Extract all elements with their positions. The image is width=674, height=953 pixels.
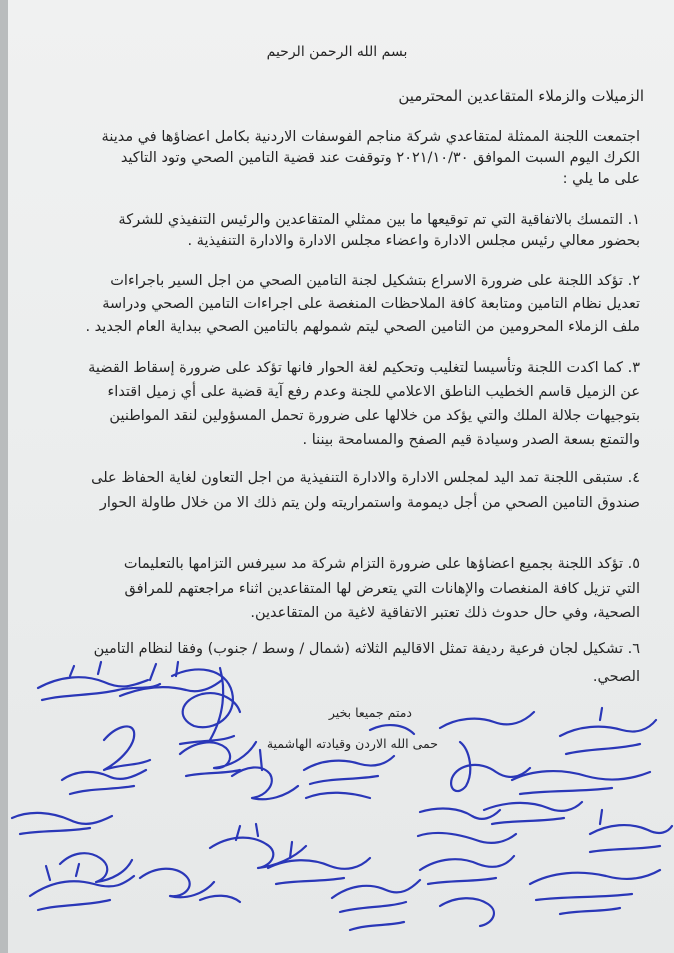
point-3-line-3: بتوجيهات جلالة الملك والتي يؤكد من خلالها على ضرورة تحمل المسؤولين لنقد المواطنين <box>109 408 640 424</box>
signature-left-1 <box>104 726 150 770</box>
point-3-line-4: والتمتع بسعة الصدر وسيادة قيم الصفح والمسامحة بيننا . <box>302 432 640 448</box>
signature-qasem-alkhatib <box>440 712 534 791</box>
closing-greeting: دمتم جميعا بخير <box>328 705 412 720</box>
signature-yaman <box>268 842 370 884</box>
point-5-line-1: ٥. تؤكد اللجنة بجميع اعضاؤها على ضرورة التزام شركة مد سيرفس التزامها بالتعليمات <box>123 556 640 572</box>
point-6-line-1: ٦. تشكيل لجان فرعية رديفة تمثل الاقاليم الثلاثه (شمال / وسط / جنوب) وفقا لنظام التامين <box>93 641 640 657</box>
signature-left-4 <box>60 853 132 882</box>
signature-kamel-ibrahim <box>30 864 134 910</box>
point-3-line-2: عن الزميل قاسم الخطيب الناطق الاعلامي للجنة وعدم رفع آية قضية على أي زميل اقتداء <box>107 384 640 400</box>
intro-line-2: الكرك اليوم السبت الموافق ٢٠٢١/١٠/٣٠ وتوقفت عند قضية التامين الصحي وتود التاكيد <box>120 150 640 166</box>
signature-left-3 <box>12 813 112 834</box>
signature-issam <box>484 802 582 824</box>
signature-suleiman <box>420 856 514 926</box>
point-6-line-2: الصحي. <box>592 669 640 685</box>
scan-edge-shadow <box>0 0 8 953</box>
signature-ismail <box>512 771 650 794</box>
signature-left-2 <box>62 770 146 794</box>
point-2-line-2: تعديل نظام التامين ومتابعة كافة الملاحظات المنغصة على اجراءات التامين الصحي ودراسة <box>102 296 640 312</box>
point-5-line-2: التي تزيل كافة المنغصات والإهانات التي يتعرض لها المتقاعدين اثناء مراجعتهم للمرافق <box>124 581 640 597</box>
signature-al-abadi <box>304 756 394 784</box>
intro-line-3: على ما يلي : <box>562 171 640 187</box>
signature-middle-2 <box>232 750 298 799</box>
point-1-line-1: ١. التمسك بالاتفاقية التي تم توقيعها ما بين ممثلي المتقاعدين والرئيس التنفيذي للشركة <box>118 212 640 228</box>
point-5-line-3: الصحية، وفي حال حدوث ذلك تعتبر الاتفاقية لاغية من المتقاعدين. <box>250 605 640 621</box>
intro-line-1: اجتمعت اللجنة الممثلة لمتقاعدي شركة مناجم الفوسفات الاردنية بكامل اعضاؤها في مدينة <box>101 129 640 145</box>
point-1-line-2: بحضور معالي رئيس مجلس الادارة واعضاء مجلس الادارة والادارة التنفيذية . <box>187 233 640 249</box>
signature-azzam-tayem <box>560 708 656 754</box>
signature-hani <box>210 824 306 868</box>
point-4-line-1: ٤. ستبقى اللجنة تمد اليد لمجلس الادارة والادارة التنفيذية من اجل التعاون لغاية الحفاظ على <box>91 470 640 486</box>
closing-prayer: حمى الله الاردن وقيادته الهاشمية <box>266 736 438 751</box>
signature-lower-middle <box>140 869 240 902</box>
signature-faisal <box>332 880 420 930</box>
point-3-line-1: ٣. كما اكدت اللجنة وتأسيسا لتغليب وتحكيم لغة الحوار فانها تؤكد على ضرورة إسقاط القضية <box>88 360 640 376</box>
basmala-heading: بسم الله الرحمن الرحيم <box>266 44 408 60</box>
point-2-line-1: ٢. تؤكد اللجنة على ضرورة الاسراع بتشكيل لجنة التامين الصحي من اجل السير باجراءات <box>110 273 640 289</box>
salutation: الزميلات والزملاء المتقاعدين المحترمين <box>398 87 644 105</box>
point-4-line-2: صندوق التامين الصحي من أجل ديمومة واستمراريته ولن يتم ذلك الا من خلال طاولة الحوار <box>99 495 640 511</box>
signature-jouri <box>530 870 660 914</box>
point-2-line-3: ملف الزملاء المحرومين من التامين الصحي ليتم شمولهم بالتامين الصحي ببداية العام الجديد . <box>85 319 640 335</box>
signature-middle-1 <box>180 742 256 776</box>
signature-ahmad-alkarki <box>590 810 672 852</box>
signature-scratch-right <box>418 809 516 843</box>
